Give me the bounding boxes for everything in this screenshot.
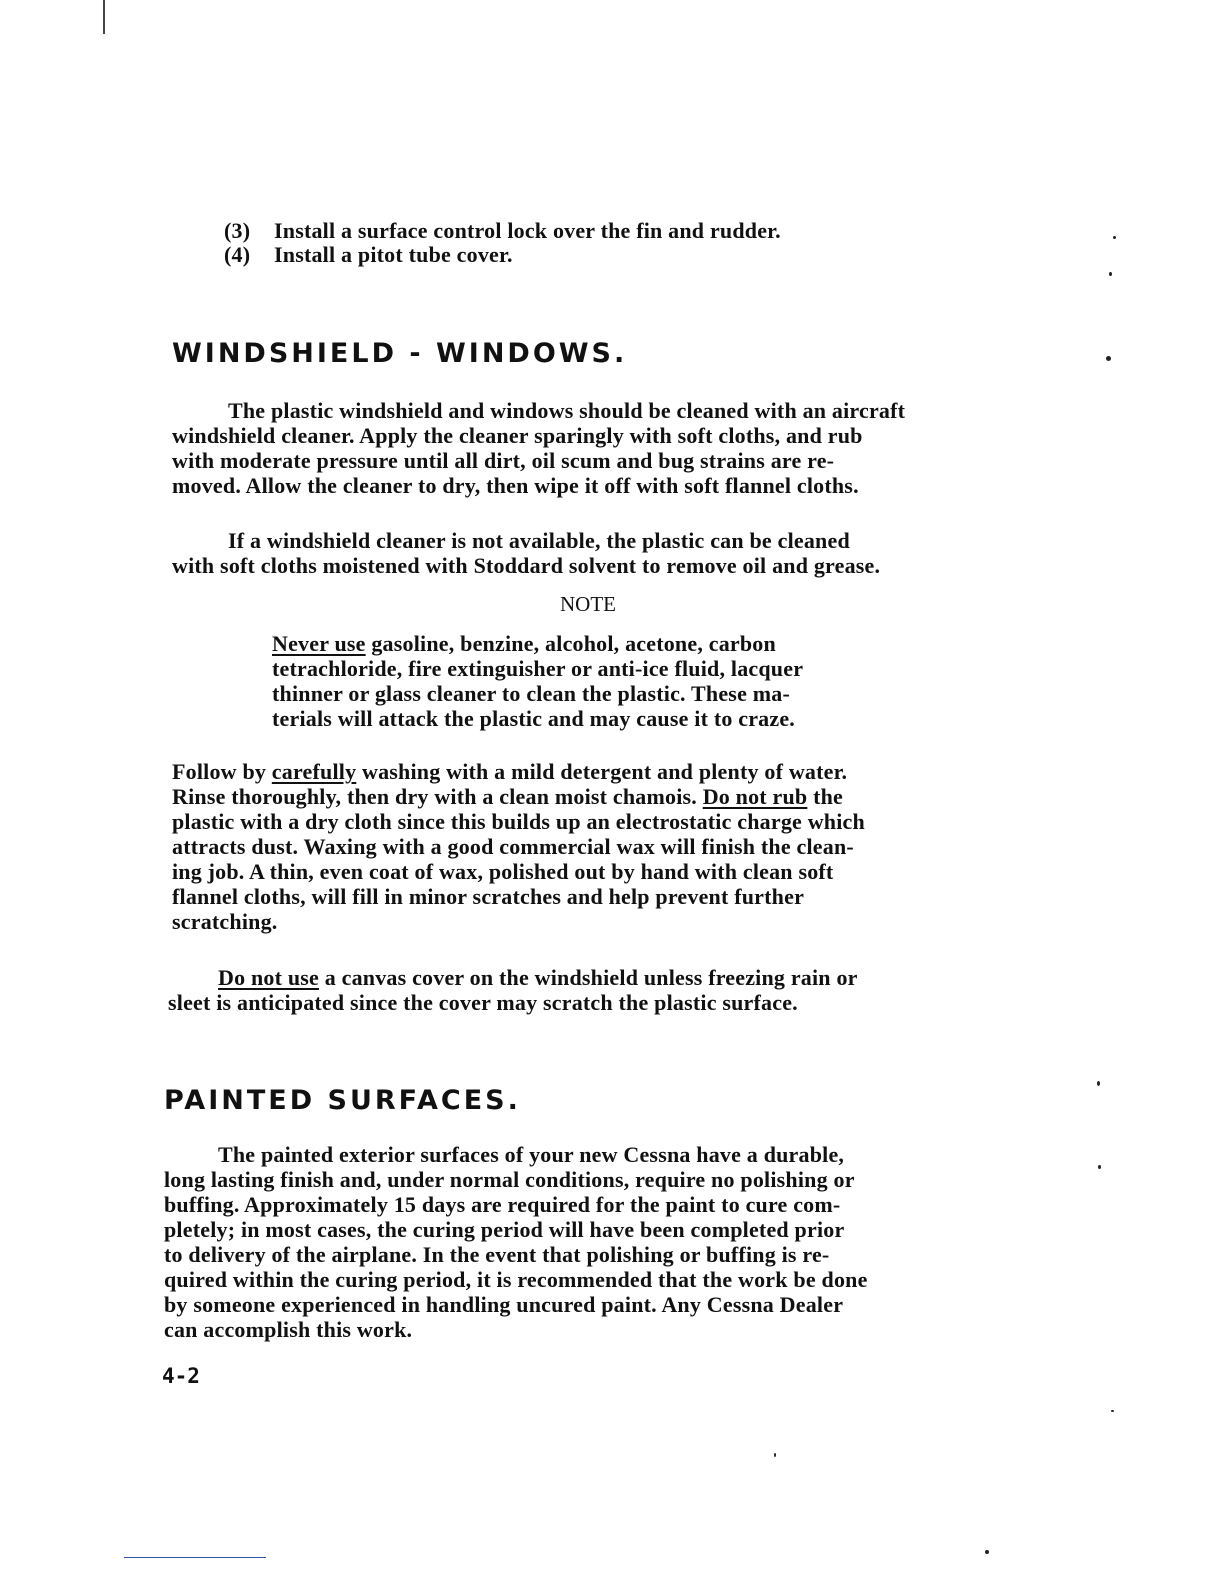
text-line: terials will attack the plastic and may cause it to craze. — [272, 706, 796, 731]
text-line — [218, 965, 858, 990]
step-number: (3) — [224, 218, 251, 243]
text-line: moved. Allow the cleaner to dry, then wipe it off with soft flannel cloths. — [172, 473, 859, 498]
text-span: Rinse thoroughly, then dry with a clean moist chamois. — [172, 784, 703, 809]
text-line: The plastic windshield and windows should be cleaned with an aircraft — [228, 398, 906, 423]
text-line: flannel cloths, will fill in minor scratches and help prevent further — [172, 884, 805, 909]
step-text: Install a pitot tube cover. — [274, 242, 513, 267]
text-line: sleet is anticipated since the cover may scratch the plastic surface. — [168, 990, 798, 1015]
text-line: attracts dust. Waxing with a good commercial wax will finish the clean- — [172, 834, 854, 859]
emphasis-do-not-use: Do not use — [218, 965, 320, 990]
text-line — [272, 631, 776, 656]
section-heading-windshield: WINDSHIELD - WINDOWS. — [172, 338, 628, 369]
text-line — [172, 784, 843, 809]
page-number: 4-2 — [162, 1364, 200, 1388]
scan-speck — [1113, 236, 1116, 239]
emphasis-carefully: carefully — [271, 759, 357, 784]
text-line: plastic with a dry cloth since this builds up an electrostatic charge which — [172, 809, 865, 834]
text-line — [172, 759, 847, 784]
text-line: buffing. Approximately 15 days are required for the paint to cure com- — [164, 1192, 841, 1217]
section-heading-painted-surfaces: PAINTED SURFACES. — [164, 1085, 521, 1116]
scan-speck — [1098, 1165, 1101, 1169]
scan-speck — [985, 1550, 989, 1554]
scan-speck — [1097, 1081, 1100, 1086]
emphasis-do-not-rub: Do not rub — [702, 784, 808, 809]
note-label: NOTE — [560, 592, 616, 616]
text-line: by someone experienced in handling uncured paint. Any Cessna Dealer — [164, 1292, 844, 1317]
scan-mark — [103, 0, 105, 34]
step-text: Install a surface control lock over the fin and rudder. — [274, 218, 781, 243]
text-line: The painted exterior surfaces of your new Cessna have a durable, — [218, 1142, 845, 1167]
note-text: gasoline, benzine, alcohol, acetone, carbon — [365, 631, 776, 656]
text-line: quired within the curing period, it is recommended that the work be done — [164, 1267, 868, 1292]
text-line: can accomplish this work. — [164, 1317, 413, 1342]
text-line: to delivery of the airplane. In the event that polishing or buffing is re- — [164, 1242, 830, 1267]
scan-edge-line — [124, 1557, 266, 1558]
text-line: If a windshield cleaner is not available, the plastic can be cleaned — [228, 528, 850, 553]
text-line: scratching. — [172, 909, 278, 934]
emphasis-never-use: Never use — [272, 631, 366, 656]
scan-speck — [1106, 356, 1111, 361]
text-span: the — [807, 784, 844, 809]
text-line: thinner or glass cleaner to clean the plastic. These ma- — [272, 681, 790, 706]
scan-speck — [1109, 272, 1112, 276]
text-line: windshield cleaner. Apply the cleaner sparingly with soft cloths, and rub — [172, 423, 863, 448]
text-line: long lasting finish and, under normal conditions, require no polishing or — [164, 1167, 855, 1192]
text-line: ing job. A thin, even coat of wax, polished out by hand with clean soft — [172, 859, 834, 884]
text-span: a canvas cover on the windshield unless freezing rain or — [319, 965, 858, 990]
scan-speck — [1111, 1410, 1114, 1412]
text-line: with moderate pressure until all dirt, oil scum and bug strains are re- — [172, 448, 835, 473]
scan-speck — [774, 1453, 776, 1457]
step-number: (4) — [224, 242, 251, 267]
text-line: pletely; in most cases, the curing period will have been completed prior — [164, 1217, 845, 1242]
text-line: with soft cloths moistened with Stoddard solvent to remove oil and grease. — [172, 553, 881, 578]
text-span: Follow by — [172, 759, 272, 784]
text-line: tetrachloride, fire extinguisher or anti-ice fluid, lacquer — [272, 656, 804, 681]
text-span: washing with a mild detergent and plenty of water. — [356, 759, 848, 784]
